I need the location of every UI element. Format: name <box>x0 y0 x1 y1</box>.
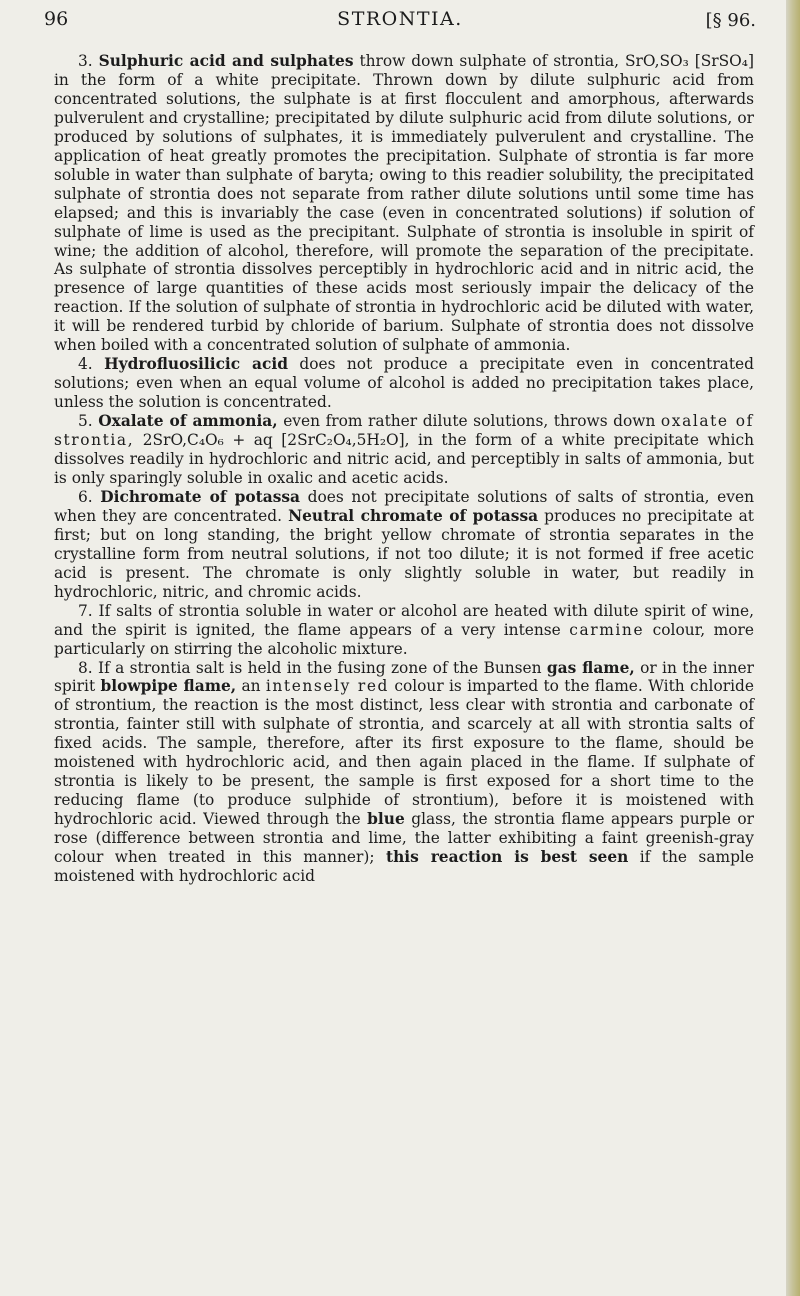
page-number: 96 <box>44 8 69 30</box>
paragraph-6 <box>54 488 754 602</box>
spaced-term: oxalate of strontia, <box>54 412 754 450</box>
paragraph-number: 6. <box>78 487 93 506</box>
paragraph-text: throw down sulphate of strontia, SrO,SO₃ [SrSO₄] in the form of a white precipitate. Thrown down by dilute sulphuric acid from concentrated solutions, the sulphate is at first flocculent and amorphous, afterwards pulverulent and crystalline; precipitated by dilute sulphuric acid from dilute solutions, or produced by solutions of sulphates, it is immediately pulverulent and crystalline. The application of heat greatly promotes the precipitation. Sulphate of strontia is far more soluble in water than sulphate of baryta; owing to this readier solubility, the precipitated sulphate of strontia does not separate from rather dilute solutions until some time has elapsed; and this is invariably the case (even in concentrated solutions) if solution of sulphate of lime is used as the precipitant. Sulphate of strontia is insoluble in spirit of wine; the addition of alcohol, therefore, will promote the separation of the precipitate. As sulphate of strontia dissolves perceptibly in hydrochloric acid and in nitric acid, the presence of large quantities of these acids most seriously impair the delicacy of the reaction. If the solution of sulphate of strontia in hydrochloric acid be diluted with water, it will be rendered turbid by chloride of barium. Sulphate of strontia does not dissolve when boiled with a concentrated solution of sulphate of ammonia. <box>54 52 754 355</box>
paragraph-3 <box>54 52 754 355</box>
reagent-heading: Neutral chromate of potassa <box>288 506 539 525</box>
bold-term: blowpipe flame, <box>100 677 237 696</box>
paragraph-5 <box>54 412 754 488</box>
paragraph-text: produces no precipitate at first; but on long standing, the bright yellow chromate of strontia separates in the crystalline form from neutral solutions, if not too dilute; it is not formed if free acetic acid is present. The chromate is only slightly soluble in water, but readily in hydrochloric, nitric, and chromic acids. <box>54 506 754 601</box>
spaced-term: intensely red <box>265 677 389 696</box>
paragraph-text: or in the inner spirit <box>54 658 754 696</box>
paragraph-number: 3. <box>78 52 93 70</box>
reagent-heading: Hydrofluosilicic acid <box>104 355 288 374</box>
paragraph-text: glass, the strontia flame appears purple or rose (difference between strontia and lime, the latter exhibiting a faint greenish-gray colour when treated in this manner); <box>54 810 754 867</box>
paragraph-8 <box>54 659 754 886</box>
paragraph-text: does not produce a precipitate even in concentrated solutions; even when an equal volume of alcohol is added no precipitation takes place, unless the solution is concentrated. <box>54 355 754 412</box>
paragraph-text: if the sample moistened with hydrochloric acid <box>54 848 754 885</box>
paragraph-7 <box>54 602 754 659</box>
running-title: STRONTIA. <box>337 8 463 30</box>
paragraph-number: 4. <box>78 355 93 374</box>
paragraph-text: 2SrO,C₄O₆ + aq [2SrC₂O₄,5H₂O], in the form of a white precipitate which dissolves readily in hydrochloric and nitric acid, and perceptibly in salts of ammonia, but is only sparingly soluble in oxalic and acetic acids. <box>54 431 754 487</box>
page-body <box>54 52 754 886</box>
reagent-heading: Sulphuric acid and sulphates <box>98 52 354 70</box>
paragraph-text: even from rather dilute solutions, throws down <box>283 412 656 431</box>
bold-term: blue <box>367 810 405 829</box>
paragraph-text: an <box>241 677 261 696</box>
spaced-term: carmine <box>569 620 645 639</box>
paragraph-4 <box>54 355 754 412</box>
reagent-heading: Dichromate of potassa <box>100 487 301 506</box>
paragraph-text: colour, more particularly on stirring the alcoholic mixture. <box>54 620 754 658</box>
bold-term: this reaction is best seen <box>386 848 629 867</box>
paragraph-number: 8. <box>78 658 93 677</box>
paragraph-text: If a strontia salt is held in the fusing zone of the Bunsen <box>98 658 542 677</box>
paragraph-text: If salts of strontia soluble in water or alcohol are heated with dilute spirit of wine, and the spirit is ignited, the flame appears of a very intense <box>54 601 754 639</box>
paragraph-text: colour is imparted to the flame. With chloride of strontium, the reaction is the most distinct, less clear with strontia and carbonate of strontia, fainter still with sulphate of strontia, and scarcely at all with strontia salts of fixed acids. The sample, therefore, after its first exposure to the flame, should be moistened with hydrochloric acid, and then again placed in the flame. If sulphate of strontia is likely to be present, the sample is first exposed for a short time to the reducing flame (to produce sulphide of strontium), before it is moistened with hydrochloric acid. Viewed through the <box>54 677 754 829</box>
page-header <box>44 8 756 38</box>
paragraph-number: 7. <box>78 601 93 620</box>
reagent-heading: Oxalate of ammonia, <box>98 412 278 431</box>
bold-term: gas flame, <box>546 658 635 677</box>
paragraph-text: does not precipitate solutions of salts of strontia, even when they are concentrated. <box>54 487 754 525</box>
section-marker: [§ 96. <box>705 10 756 31</box>
paragraph-number: 5. <box>78 412 93 431</box>
page-edge-decoration <box>786 0 800 1296</box>
